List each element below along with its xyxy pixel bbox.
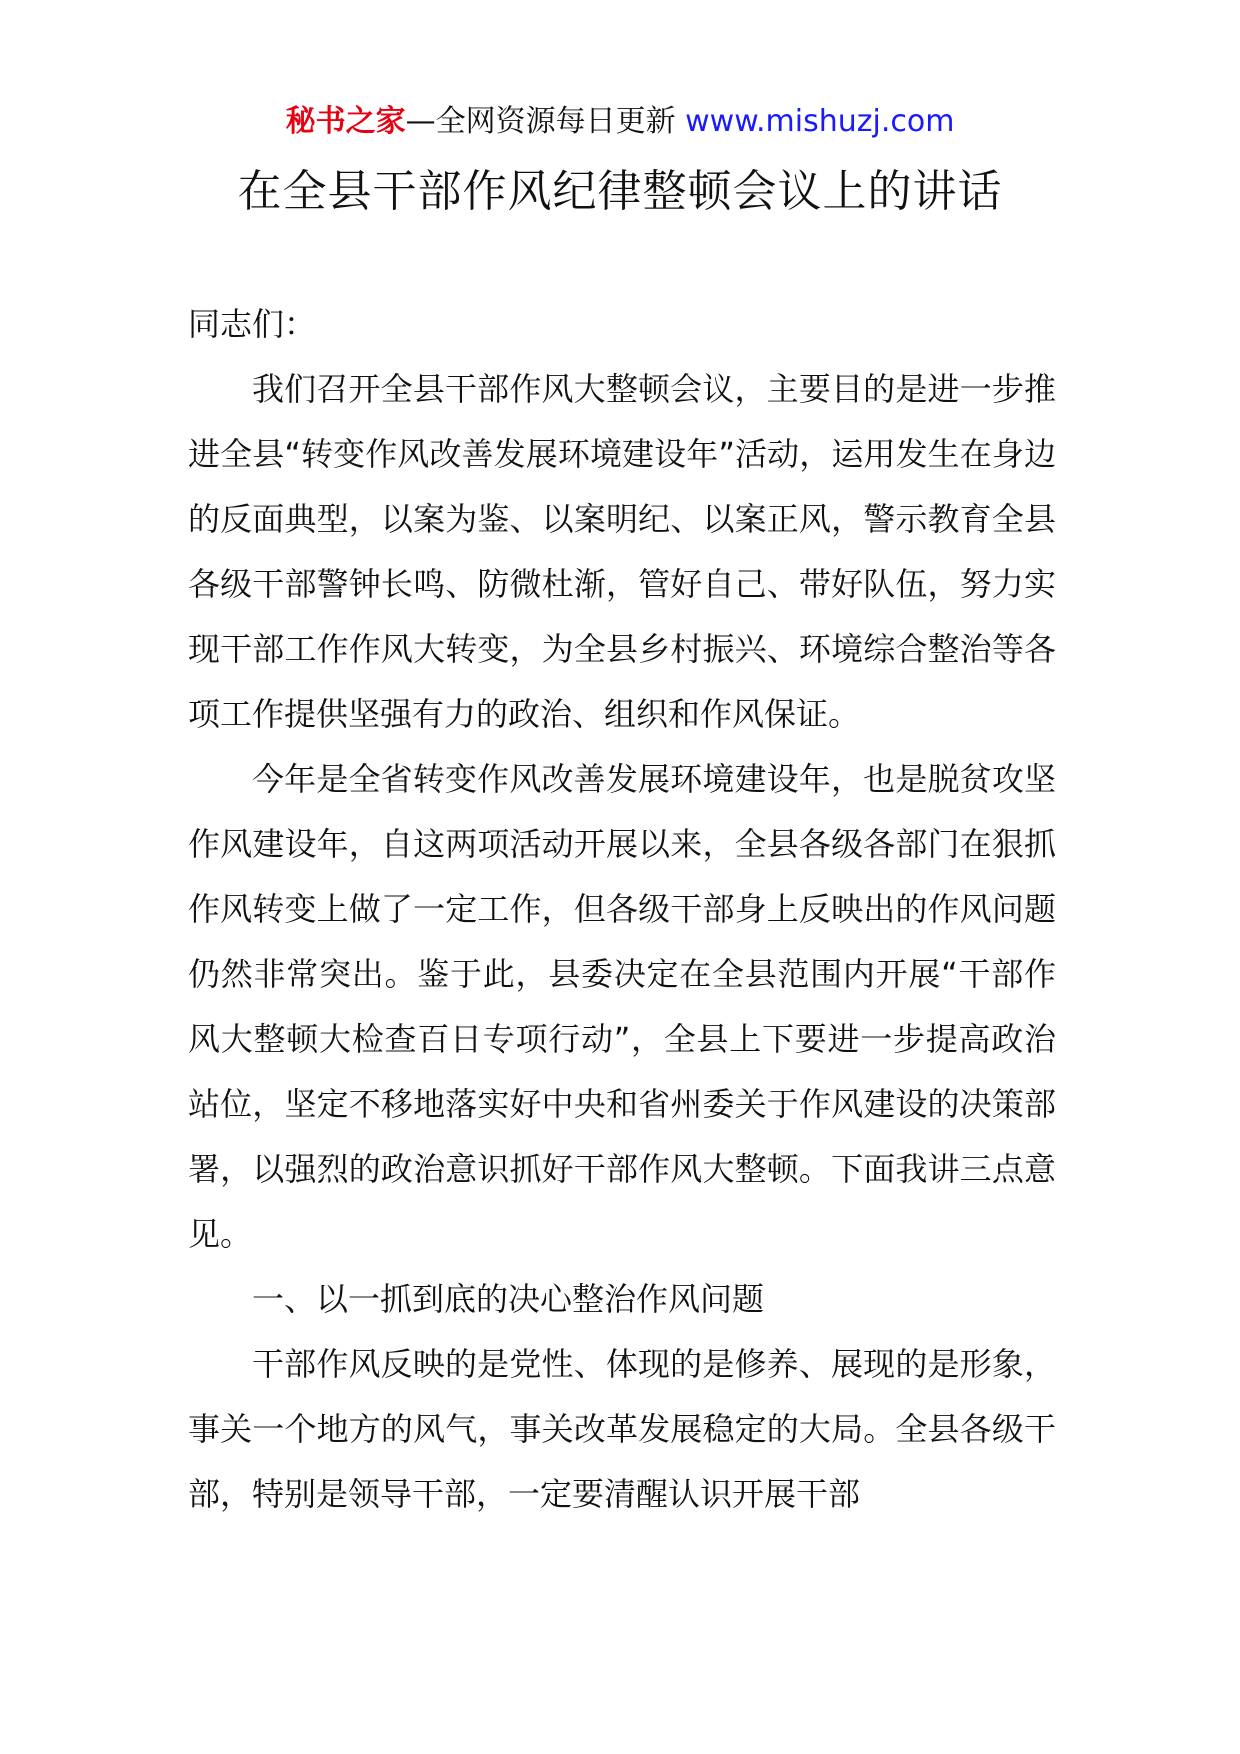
- document-title: 在全县干部作风纪律整顿会议上的讲话: [237, 166, 1003, 217]
- body-paragraph: 我们召开全县干部作风大整顿会议，主要目的是进一步推进全县“转变作风改善发展环境建设年”活动，运用发生在身边的反面典型，以案为鉴、以案明纪、以案正风，警示教育全县各级干部警钟长鸣、防微杜渐，管好自己、带好队伍，努力实现干部工作作风大转变，为全县乡村振兴、环境综合整治等各项工作提供坚强有力的政治、组织和作风保证。: [188, 370, 1056, 733]
- document-body: [188, 292, 1056, 1527]
- body-paragraph: 干部作风反映的是党性、体现的是修养、展现的是形象，事关一个地方的风气，事关改革发展稳定的大局。全县各级干部，特别是领导干部，一定要清醒认识开展干部: [188, 1345, 1056, 1513]
- header-tagline: —全网资源每日更新: [405, 104, 686, 139]
- site-url-link[interactable]: www.mishuzj.com: [685, 104, 955, 139]
- brand-name: 秘书之家: [285, 104, 406, 139]
- section-heading: 一、以一抓到底的决心整治作风问题: [252, 1280, 765, 1318]
- salutation: 同志们：: [188, 305, 317, 343]
- site-header: [0, 102, 1240, 142]
- body-paragraph: 今年是全省转变作风改善发展环境建设年，也是脱贫攻坚作风建设年，自这两项活动开展以来，全县各级各部门在狠抓作风转变上做了一定工作，但各级干部身上反映出的作风问题仍然非常突出。鉴于此，县委决定在全县范围内开展“干部作风大整顿大检查百日专项行动”，全县上下要进一步提高政治站位，坚定不移地落实好中央和省州委关于作风建设的决策部署，以强烈的政治意识抓好干部作风大整顿。下面我讲三点意见。: [188, 760, 1056, 1253]
